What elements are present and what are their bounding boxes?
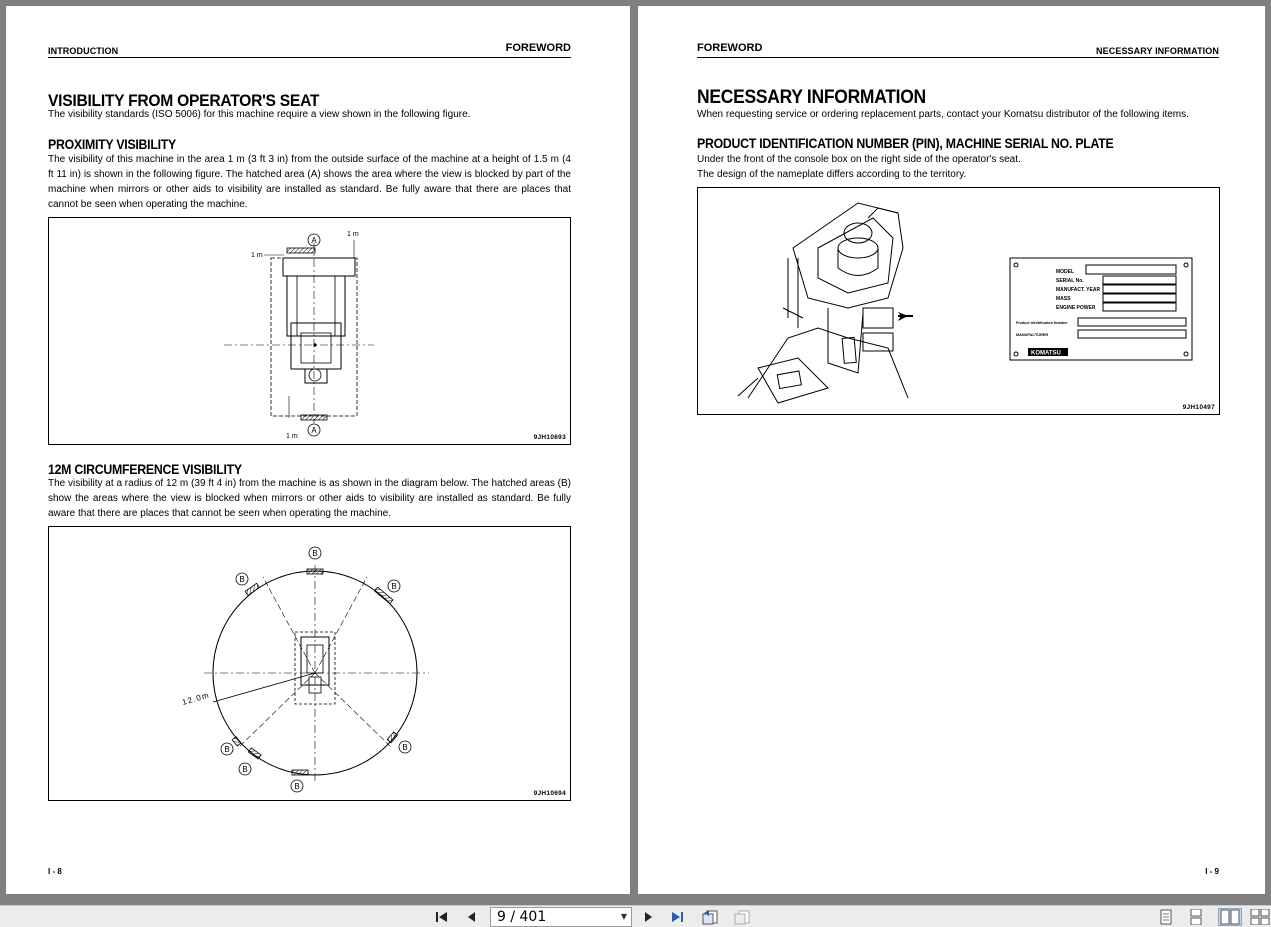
header-rule (48, 57, 571, 58)
section-title-necessary: NECESSARY INFORMATION (697, 87, 926, 108)
running-header-left: INTRODUCTION (48, 46, 119, 56)
plate-manufacturer-label: MANUFACTURER (1016, 333, 1049, 337)
section-title-circumference: 12M CIRCUMFERENCE VISIBILITY (48, 461, 242, 477)
first-page-button[interactable] (432, 908, 452, 926)
plate-model-label: MODEL (1056, 269, 1075, 275)
page-number-value: 9 / 401 (497, 909, 547, 925)
plate-pin-label: Product Identification Number (1016, 321, 1068, 325)
section-text-visibility: The visibility standards (ISO 5006) for this machine require a view shown in the following figure. (48, 109, 471, 120)
previous-page-icon (465, 910, 479, 924)
hatch-label-b-topleft: B (239, 575, 245, 584)
section-text-necessary: When requesting service or ordering replacement parts, contact your Komatsu distributor of the following items. (697, 109, 1189, 120)
plate-power-label: ENGINE POWER (1056, 305, 1096, 311)
facing-pages-icon (1220, 909, 1240, 925)
figure-code: 9JH10693 (533, 434, 566, 441)
section-text-pin-line1: Under the front of the console box on the right side of the operator's seat. (697, 154, 1021, 165)
first-page-icon (434, 910, 450, 924)
next-page-button[interactable] (638, 908, 658, 926)
last-page-icon (669, 910, 687, 924)
running-header-right: NECESSARY INFORMATION (1096, 46, 1219, 56)
page-right (638, 6, 1265, 894)
header-rule (697, 57, 1219, 58)
page-number-field[interactable] (490, 907, 632, 927)
hatch-label-b-topright: B (391, 582, 397, 591)
hatch-label-a-top: A (311, 236, 317, 245)
next-view-button[interactable] (733, 908, 753, 926)
radius-label: 12.0m (181, 690, 211, 707)
facing-view-button[interactable] (1218, 908, 1242, 926)
continuous-facing-view-button[interactable] (1250, 908, 1270, 926)
running-header-left: FOREWORD (697, 42, 763, 54)
continuous-facing-icon (1250, 909, 1270, 925)
section-title-proximity: PROXIMITY VISIBILITY (48, 136, 176, 152)
figure-circumference-visibility (48, 526, 571, 801)
hatch-label-b-right: B (402, 743, 408, 752)
viewer-toolbar (0, 905, 1271, 927)
previous-view-button[interactable] (701, 908, 721, 926)
dimension-label-bottom: 1 m (286, 433, 298, 440)
hatch-label-b-top: B (312, 549, 318, 558)
figure-proximity-visibility (48, 217, 571, 445)
section-title-pin: PRODUCT IDENTIFICATION NUMBER (PIN), MACHINE SERIAL NO. PLATE (697, 135, 1114, 151)
dimension-label-top: 1 m (347, 231, 359, 238)
next-page-icon (641, 910, 655, 924)
page-number-right: I - 9 (1205, 867, 1219, 876)
figure-code: 9JH10497 (1182, 404, 1215, 411)
continuous-page-icon (1189, 909, 1203, 925)
page-left (6, 6, 630, 894)
running-header-right: FOREWORD (505, 42, 571, 54)
previous-view-icon (701, 909, 721, 925)
dimension-label-left: 1 m (251, 252, 263, 259)
page-number-left: I - 8 (48, 867, 62, 876)
hatch-label-b-left: B (224, 745, 230, 754)
figure-nameplate (697, 187, 1220, 415)
last-page-button[interactable] (668, 908, 688, 926)
previous-page-button[interactable] (462, 908, 482, 926)
single-page-view-button[interactable] (1156, 908, 1176, 926)
section-title-visibility: VISIBILITY FROM OPERATOR'S SEAT (48, 91, 320, 110)
dropdown-caret-icon[interactable]: ▼ (620, 912, 627, 921)
figure-code: 9JH10694 (533, 790, 566, 797)
section-text-pin-line2: The design of the nameplate differs according to the territory. (697, 169, 967, 180)
next-view-icon (733, 909, 753, 925)
console-illustration (698, 188, 1219, 414)
hatch-label-b-bottom: B (294, 782, 300, 791)
plate-brand-logo: KOMATSU (1031, 350, 1061, 357)
proximity-diagram (49, 218, 570, 444)
hatch-label-b-bottomleft: B (242, 765, 248, 774)
plate-serial-label: SERIAL No. (1056, 278, 1084, 284)
section-text-proximity: The visibility of this machine in the area 1 m (3 ft 3 in) from the outside surface of the machine at a height of 1.5 m (4 ft 11 in) is shown in the following figure. The hatched area (A) shows the area where the view is blocked by part of the machine when mirrors or other aids to visibility are installed as standard. Be fully aware that there are places that cannot be seen when operating the machine. (48, 154, 571, 210)
plate-year-label: MANUFACT. YEAR (1056, 287, 1101, 293)
plate-mass-label: MASS (1056, 296, 1071, 302)
circumference-diagram (49, 527, 570, 800)
single-page-icon (1159, 909, 1173, 925)
continuous-view-button[interactable] (1186, 908, 1206, 926)
hatch-label-a-bottom: A (311, 426, 317, 435)
section-text-circumference: The visibility at a radius of 12 m (39 ft 4 in) from the machine is as shown in the diagram below. The hatched areas (B) show the areas where the view is blocked when mirrors or other aids to visibility are installed as standard. Be fully aware that there are places that cannot be seen when operating the machine. (48, 478, 571, 519)
